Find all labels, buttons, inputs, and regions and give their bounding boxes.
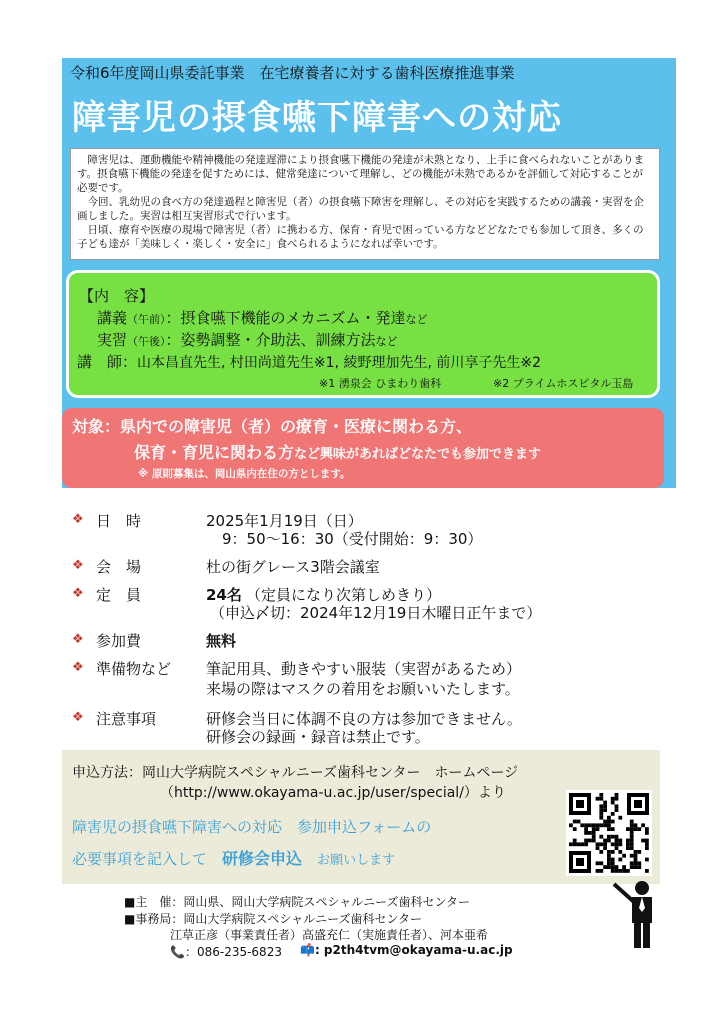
practice-time: （午後） xyxy=(127,335,166,348)
lecturer-note-1: ※1 湧泉会 ひまわり歯科 xyxy=(319,377,442,390)
diamond-icon: ❖ xyxy=(72,586,84,601)
practice-text: ：姿勢調整・介助法、訓練方法 xyxy=(165,331,376,349)
diamond-icon: ❖ xyxy=(72,558,84,573)
apply-line-4 xyxy=(72,846,395,869)
phone-row xyxy=(170,943,282,960)
practice-row xyxy=(97,329,398,350)
presenter-icon xyxy=(612,880,662,950)
intro-box xyxy=(70,148,660,260)
intro-paragraph-2: 今回、乳幼児の食べ方の発達過程と障害児（者）の摂食嚥下障害を理解し、その対応を実践するための講義・実習を企画しました。実習は相互実習形式で行います。 xyxy=(77,196,644,222)
phone-number: ：086-235-6823 xyxy=(184,945,282,959)
lecturer-names: 山本昌直先生, 村田尚道先生※1, 綾野理加先生, 前川享子先生※2 xyxy=(137,355,541,371)
email-link[interactable]: : p2th4tvm@okayama-u.ac.jp xyxy=(314,943,513,957)
diamond-icon: ❖ xyxy=(72,512,84,527)
capacity-value: 24名 xyxy=(206,586,242,604)
apply-url-link[interactable]: （http://www.okayama-u.ac.jp/user/special/）より xyxy=(160,785,506,801)
lecturer-label: 講 師： xyxy=(77,353,138,371)
notes-value-2: 研修会の録画・録音は禁止です。 xyxy=(206,728,430,746)
mailbox-icon: 📫 xyxy=(300,943,315,957)
lecturer-note-2: ※2 プライムホスピタル玉島 xyxy=(493,377,634,390)
email-row xyxy=(300,943,513,957)
capacity-label: 定 員 xyxy=(96,586,142,604)
items-value-2: 来場の際はマスクの着用をお願いいたします。 xyxy=(206,680,520,698)
target-line-2 xyxy=(134,440,541,463)
target-line-1: 対象：県内での障害児（者）の療育・医療に関わる方、 xyxy=(72,417,473,436)
intro-paragraph-1: 障害児は、運動機能や精神機能の発達遅滞により摂食嚥下機能の発達が未熟となり、上手に食べられないことがあります。摂食嚥下機能の発達を促すためには、健常発達について理解し、どの機能が未熟であるかを評価して対応することが必要です。 xyxy=(77,154,644,194)
fee-label: 参加費 xyxy=(96,632,142,650)
content-box xyxy=(66,270,660,398)
diamond-icon: ❖ xyxy=(72,632,84,647)
target-line-2a: 保育・育児に関わる方 xyxy=(134,443,295,462)
lecture-label: 講義 xyxy=(97,309,128,327)
items-label: 準備物など xyxy=(96,660,172,678)
organizer: ■主 催：岡山県、岡山大学病院スペシャルニーズ歯科センター xyxy=(124,895,471,909)
qr-code[interactable] xyxy=(566,790,652,876)
practice-label: 実習 xyxy=(97,331,128,349)
target-line-2b: など興味があればどなたでも参加できます xyxy=(294,447,542,462)
target-box xyxy=(62,408,664,488)
date-value: 2025年1月19日（日） xyxy=(206,512,363,530)
venue-value: 杜の街グレース3階会議室 xyxy=(206,558,380,576)
diamond-icon: ❖ xyxy=(72,660,84,675)
staff: 江草正彦（事業責任者）高盛充仁（実施責任者）、河本亜希 xyxy=(170,928,489,942)
venue-label: 会 場 xyxy=(96,558,142,576)
notes-value-1: 研修会当日に体調不良の方は参加できません。 xyxy=(206,710,522,728)
office: ■事務局：岡山大学病院スペシャルニーズ歯科センター xyxy=(124,912,423,926)
content-heading: 【内 容】 xyxy=(79,287,155,305)
time-value: 9：50〜16：30（受付開始：9：30） xyxy=(222,530,483,548)
page-title: 障害児の摂食嚥下障害への対応 xyxy=(72,98,562,138)
subtitle: 令和6年度岡山県委託事業 在宅療養者に対する歯科医療推進事業 xyxy=(70,64,515,82)
date-label: 日 時 xyxy=(96,512,142,530)
fee-value: 無料 xyxy=(206,632,237,650)
phone-icon: 📞 xyxy=(170,945,185,959)
lecture-suffix: など xyxy=(405,313,428,326)
practice-suffix: など xyxy=(375,335,398,348)
lecture-time: （午前） xyxy=(127,313,166,326)
intro-paragraph-3: 日頃、療育や医療の現場で障害児（者）に携わる方、保育・育児で困っている方などどなたでも参加して頂き、多くの子ども達が「美味しく・楽しく・安全に」食べられるようになれば幸いです。 xyxy=(77,224,644,250)
lecture-row xyxy=(97,307,428,328)
apply-register-link[interactable]: 研修会申込 xyxy=(222,849,303,868)
target-note: ※ 原則募集は、岡山県内在住の方とします。 xyxy=(138,468,351,480)
apply-line-4a: 必要事項を記入して xyxy=(72,850,208,868)
apply-form-title: 障害児の摂食嚥下障害への対応 参加申込フォームの xyxy=(72,818,432,836)
lecture-text: ：摂食嚥下機能のメカニズム・発達 xyxy=(165,309,406,327)
apply-line-4c: お願いします xyxy=(317,853,396,868)
diamond-icon: ❖ xyxy=(72,710,84,725)
notes-label: 注意事項 xyxy=(96,710,157,728)
capacity-note: （定員になり次第しめきり） xyxy=(246,586,442,604)
deadline: （申込〆切：2024年12月19日木曜日正午まで） xyxy=(210,604,542,622)
items-value-1: 筆記用具、動きやすい服装（実習があるため） xyxy=(206,660,522,678)
apply-line-1: 申込方法：岡山大学病院スペシャルニーズ歯科センター ホームページ xyxy=(72,765,519,781)
lecturer-row xyxy=(77,351,541,372)
